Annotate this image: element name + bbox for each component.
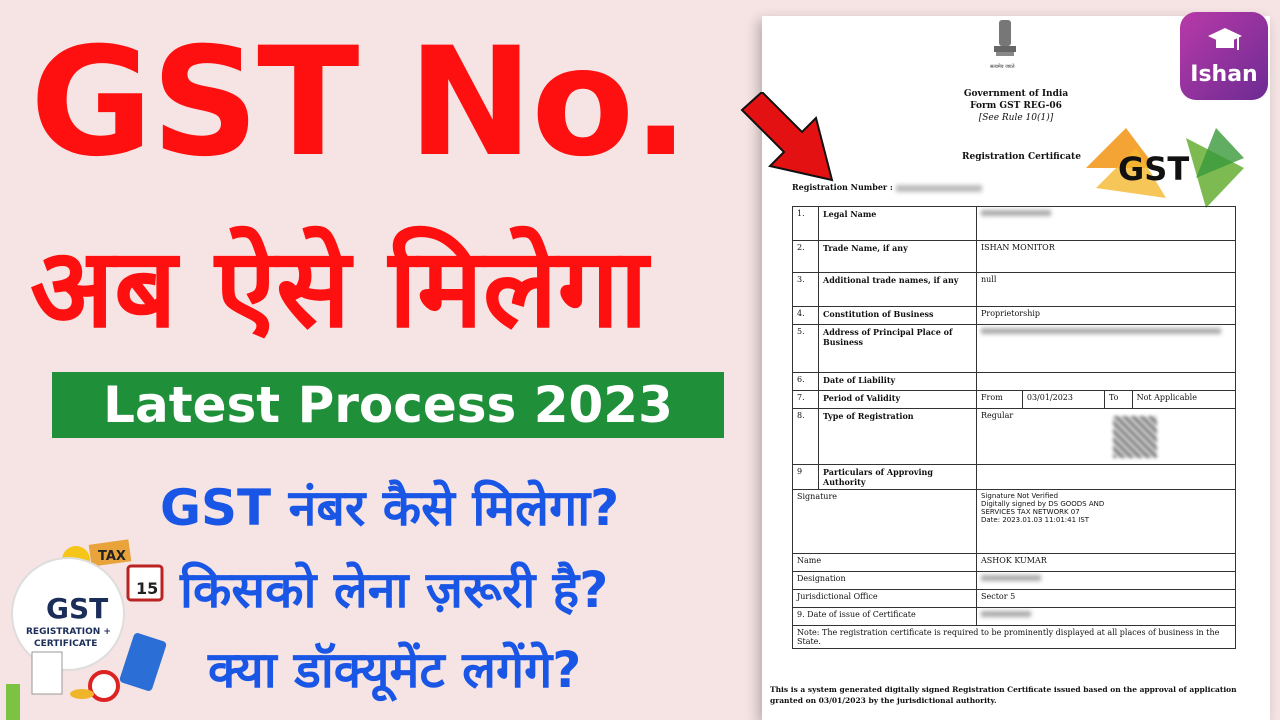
question-1: GST नंबर कैसे मिलेगा? xyxy=(160,479,620,537)
row-number: 4. xyxy=(793,307,819,325)
row-value: null xyxy=(977,273,1236,307)
row-number: 1. xyxy=(793,207,819,241)
certificate-note: Note: The registration certificate is required to be prominently displayed at all places of business in the State. xyxy=(793,626,1236,649)
registration-number-redacted xyxy=(896,185,982,192)
sign-line-2: Digitally signed by DS GOODS AND xyxy=(981,500,1105,508)
table-row xyxy=(793,325,1236,373)
badge-title: GST xyxy=(46,592,109,625)
certificate-table xyxy=(792,206,1236,649)
row-label: Legal Name xyxy=(819,207,977,241)
table-row xyxy=(793,590,1236,608)
row-value xyxy=(977,325,1236,373)
row-label: Type of Registration xyxy=(819,409,977,465)
row-number: 8. xyxy=(793,409,819,465)
table-row xyxy=(793,626,1236,649)
table-row xyxy=(793,241,1236,273)
office-label: Jurisdictional Office xyxy=(793,590,977,608)
signature-label: Signature xyxy=(793,490,977,554)
headline: GST No. xyxy=(30,16,688,190)
row-label: Additional trade names, if any xyxy=(819,273,977,307)
registration-type: Regular xyxy=(981,411,1014,420)
row-label: Date of Liability xyxy=(819,373,977,391)
row-number: 5. xyxy=(793,325,819,373)
table-row xyxy=(793,207,1236,241)
question-3: क्या डॉक्यूमेंट लगेंगे? xyxy=(208,641,582,699)
digital-signature xyxy=(977,490,1236,554)
certificate-footer: This is a system generated digitally signed Registration Certificate issued based on the approval of application granted on 03/01/2023 by the jurisdictional authority. xyxy=(770,685,1237,705)
table-row xyxy=(793,307,1236,325)
sign-line-1: Signature Not Verified xyxy=(981,492,1059,500)
tax-label: TAX xyxy=(98,549,126,564)
table-row xyxy=(793,490,1236,554)
row-number: 3. xyxy=(793,273,819,307)
latest-process-banner: Latest Process 2023 xyxy=(52,372,724,438)
row-label: Address of Principal Place of Business xyxy=(819,325,977,373)
designation-label: Designation xyxy=(793,572,977,590)
emblem-caption: सत्यमेव जयते xyxy=(990,64,1015,70)
table-row xyxy=(793,465,1236,490)
registration-number-label: Registration Number : xyxy=(792,182,893,192)
gst-logo xyxy=(1086,128,1244,208)
name-value: ASHOK KUMAR xyxy=(977,554,1236,572)
certificate-title: Registration Certificate xyxy=(962,152,1081,162)
badge-sub2: CERTIFICATE xyxy=(34,639,98,649)
name-label: Name xyxy=(793,554,977,572)
validity-to-value: Not Applicable xyxy=(1132,391,1235,409)
table-row xyxy=(793,608,1236,626)
row-value xyxy=(977,465,1236,490)
red-arrow-icon xyxy=(740,92,840,187)
row-label: Particulars of Approving Authority xyxy=(819,465,977,490)
table-row xyxy=(793,554,1236,572)
table-row xyxy=(793,572,1236,590)
validity-from-value: 03/01/2023 xyxy=(1022,391,1104,409)
gst-certificate-illustration xyxy=(6,536,176,720)
table-row xyxy=(793,409,1236,465)
row-number: 7. xyxy=(793,391,819,409)
graduation-cap-icon xyxy=(1208,26,1242,56)
row-number: 2. xyxy=(793,241,819,273)
rule-label: [See Rule 10(1)] xyxy=(978,113,1054,123)
table-row xyxy=(793,273,1236,307)
form-label: Form GST REG-06 xyxy=(970,101,1062,111)
row-label: Period of Validity xyxy=(819,391,977,409)
validity-to-label: To xyxy=(1104,391,1132,409)
gst-logo-text: GST xyxy=(1118,150,1190,188)
row-value xyxy=(977,207,1236,241)
gov-label: Government of India xyxy=(963,89,1069,99)
ishan-logo xyxy=(1180,12,1268,100)
coin-stack-icon xyxy=(70,689,94,699)
badge-sub1: REGISTRATION + xyxy=(26,627,111,637)
row-number: 9 xyxy=(793,465,819,490)
row-value: Proprietorship xyxy=(977,307,1236,325)
row-value xyxy=(977,373,1236,391)
issue-date-value xyxy=(977,608,1236,626)
alarm-clock-icon xyxy=(90,672,118,700)
row-label: Constitution of Business xyxy=(819,307,977,325)
row-number: 6. xyxy=(793,373,819,391)
phone-icon xyxy=(119,632,167,692)
office-value: Sector 5 xyxy=(977,590,1236,608)
row-value xyxy=(977,409,1236,465)
qr-code xyxy=(1113,416,1157,458)
national-emblem-icon xyxy=(990,18,1020,74)
calendar-day: 15 xyxy=(136,579,159,598)
hindi-headline: अब ऐसे मिलेगा xyxy=(30,224,648,352)
issue-date-label: 9. Date of issue of Certificate xyxy=(793,608,977,626)
question-2: किसको लेना ज़रूरी है? xyxy=(180,561,609,619)
row-label: Trade Name, if any xyxy=(819,241,977,273)
plant-icon xyxy=(6,684,20,720)
table-row xyxy=(793,391,1236,409)
designation-value xyxy=(977,572,1236,590)
table-row xyxy=(793,373,1236,391)
row-value: ISHAN MONITOR xyxy=(977,241,1236,273)
document-icon xyxy=(32,652,62,694)
validity-from-label: From xyxy=(977,391,1023,409)
logo-name: Ishan xyxy=(1190,62,1258,87)
sign-line-3: SERVICES TAX NETWORK 07 xyxy=(981,508,1080,516)
sign-line-4: Date: 2023.01.03 11:01:41 IST xyxy=(981,516,1090,524)
